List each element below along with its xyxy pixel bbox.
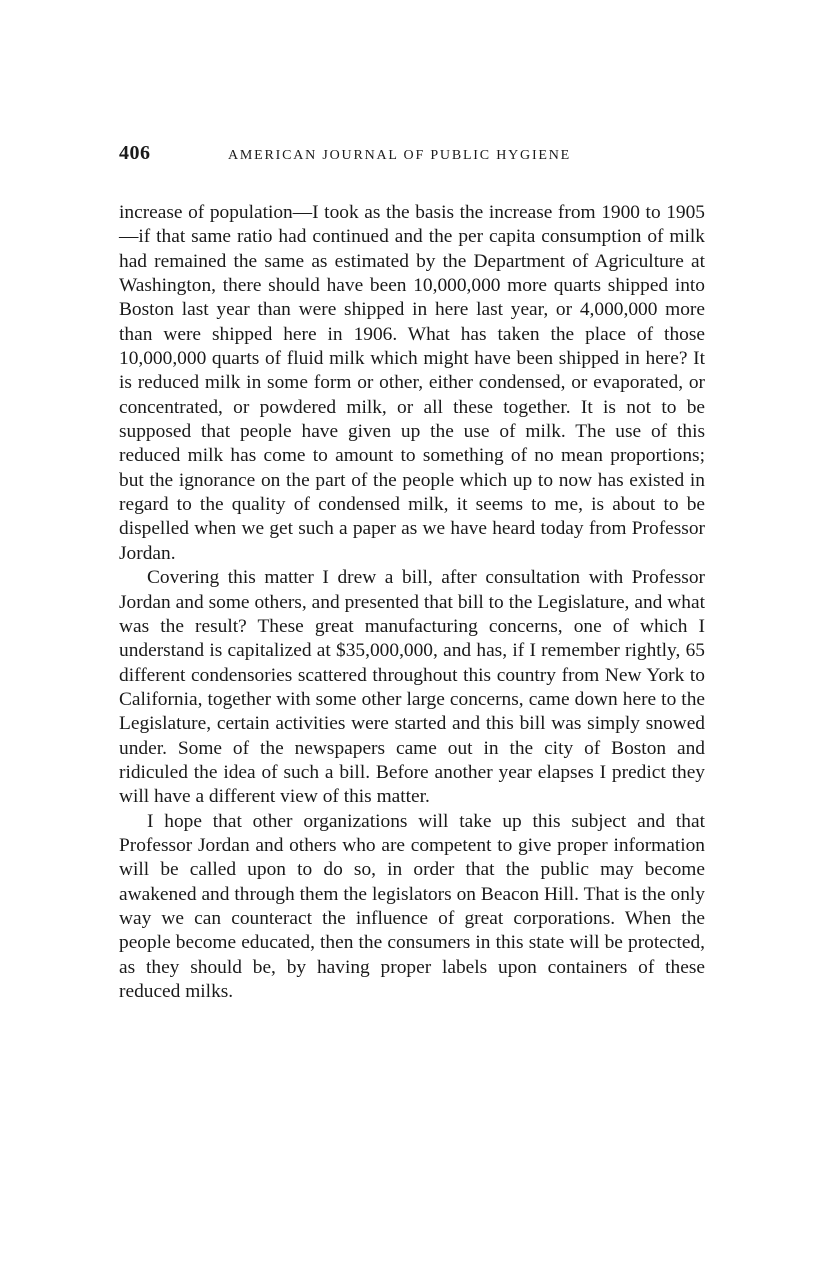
paragraph-organizations: I hope that other organizations will take up this subject and that Professor Jordan and others who are competent to give proper information will be called upon to do so, in order that the public may become awakened and through them the legislators on Beacon Hill. That is the only way we can counteract the influence of great corporations. When the people become educated, then the consumers in this state will be protected, as they should be, by having proper labels upon containers of these reduced milks. [119,810,705,1002]
body-text [119,201,705,1004]
page-header [119,142,705,172]
paragraph-continuation: increase of population—I took as the basis the increase from 1900 to 1905—if that same ratio had continued and the per capita consumption of milk had remained the same as estimated by the Department of Agriculture at Washington, there should have been 10,000,000 more quarts shipped into Boston last year than were shipped in here last year, or 4,000,000 more than were shipped here in 1906. What has taken the place of those 10,000,000 quarts of fluid milk which might have been shipped in here? It is reduced milk in some form or other, either condensed, or evaporated, or concentrated, or powdered milk, or all these together. It is not to be supposed that people have given up the use of milk. The use of this reduced milk has come to amount to something of no mean proportions; but the ignorance on the part of the people which up to now has existed in regard to the quality of condensed milk, it seems to me, is about to be dispelled when we get such a paper as we have heard today from Professor Jordan. [119,202,705,564]
running-head: AMERICAN JOURNAL OF PUBLIC HYGIENE [228,148,572,163]
paragraph-bill: Covering this matter I drew a bill, after consultation with Professor Jordan and some others, and presented that bill to the Legislature, and what was the result? These great manufacturing concerns, one of which I understand is capitalized at $35,000,000, and has, if I remember rightly, 65 different condensories scattered throughout this country from New York to California, together with some other large concerns, came down here to the Legislature, certain activities were started and this bill was simply snowed under. Some of the newspapers came out in the city of Boston and ridiculed the idea of such a bill. Before another year elapses I predict they will have a different view of this matter. [119,567,705,808]
page-number: 406 [119,142,151,164]
